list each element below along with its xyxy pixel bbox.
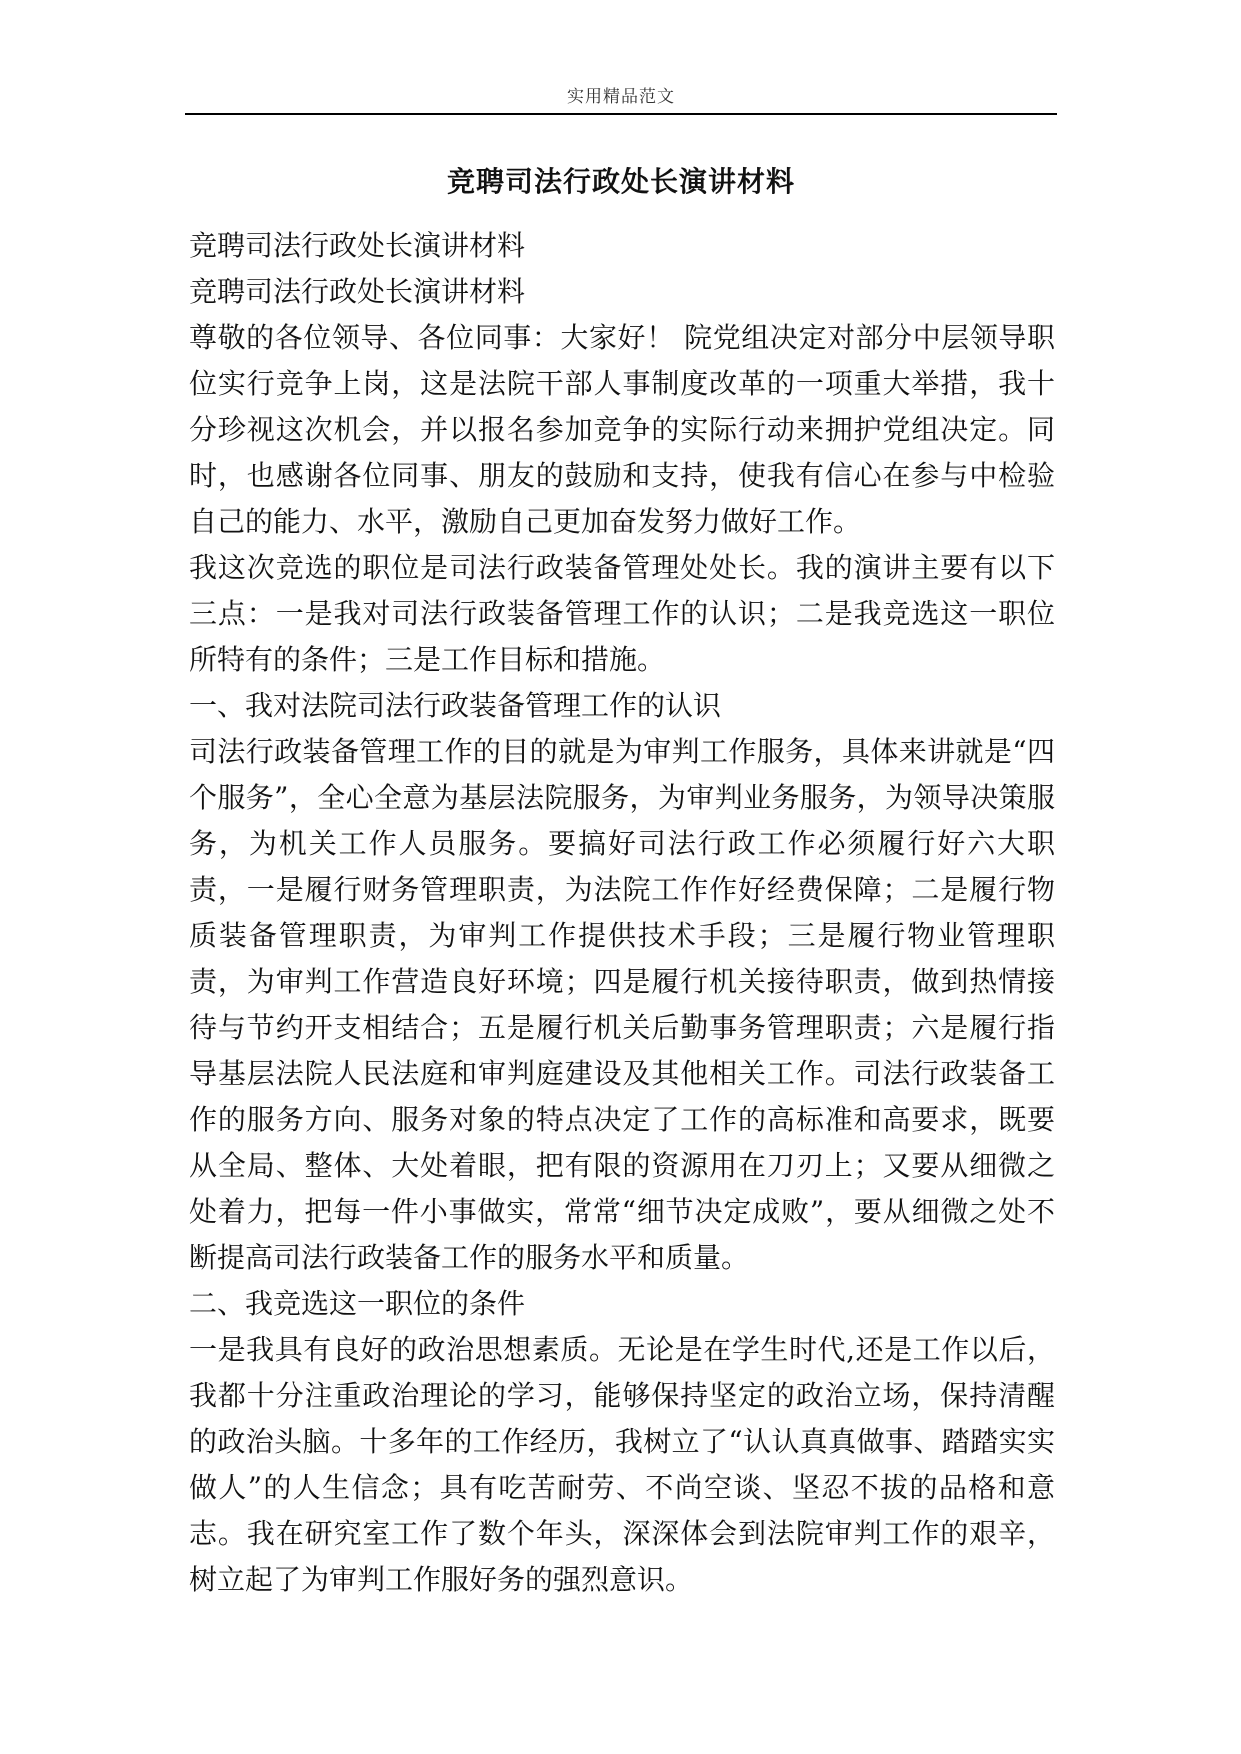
paragraph-section-2: 一是我具有良好的政治思想素质。无论是在学生时代,还是工作以后，我都十分注重政治理论的学习，能够保持坚定的政治立场，保持清醒的政治头脑。十多年的工作经历，我树立了“认认真真做事、踏踏实实做人”的人生信念；具有吃苦耐劳、不尚空谈、坚忍不拔的品格和意志。我在研究室工作了数个年头，深深体会到法院审判工作的艰辛，树立起了为审判工作服好务的强烈意识。: [189, 1333, 1055, 1596]
header-divider: [185, 113, 1057, 115]
paragraph-section-1: 司法行政装备管理工作的目的就是为审判工作服务，具体来讲就是“四个服务”，全心全意为基层法院服务，为审判业务服务，为领导决策服务，为机关工作人员服务。要搞好司法行政工作必须履行好六大职责，一是履行财务管理职责，为法院工作作好经费保障；二是履行物质装备管理职责，为审判工作提供技术手段；三是履行物业管理职责，为审判工作营造良好环境；四是履行机关接待职责，做到热情接待与节约开支相结合；五是履行机关后勤事务管理职责；六是履行指导基层法院人民法庭和审判庭建设及其他相关工作。司法行政装备工作的服务方向、服务对象的特点决定了工作的高标准和高要求，既要从全局、整体、大处着眼，把有限的资源用在刀刃上；又要从细微之处着力，把每一件小事做实，常常“细节决定成败”，要从细微之处不断提高司法行政装备工作的服务水平和质量。: [189, 735, 1055, 1274]
section-heading-1: 一、我对法院司法行政装备管理工作的认识: [189, 689, 722, 722]
paragraph-outline: 我这次竞选的职位是司法行政装备管理处处长。我的演讲主要有以下三点：一是我对司法行政装备管理工作的认识；二是我竞选这一职位所特有的条件；三是工作目标和措施。: [189, 551, 1055, 676]
subtitle-line: 竞聘司法行政处长演讲材料: [189, 229, 526, 262]
paragraph-greeting: 尊敬的各位领导、各位同事：大家好！ 院党组决定对部分中层领导职位实行竞争上岗，这是法院干部人事制度改革的一项重大举措，我十分珍视这次机会，并以报名参加竞争的实际行动来拥护党组决定。同时，也感谢各位同事、朋友的鼓励和支持，使我有信心在参与中检验自己的能力、水平，激励自己更加奋发努力做好工作。: [189, 321, 1055, 538]
document-title: 竞聘司法行政处长演讲材料: [446, 165, 795, 198]
page-header: 实用精品范文: [567, 87, 675, 107]
document-body: [189, 223, 1055, 1603]
section-heading-2: 二、我竞选这一职位的条件: [189, 1287, 526, 1320]
subtitle-line: 竞聘司法行政处长演讲材料: [189, 275, 526, 308]
